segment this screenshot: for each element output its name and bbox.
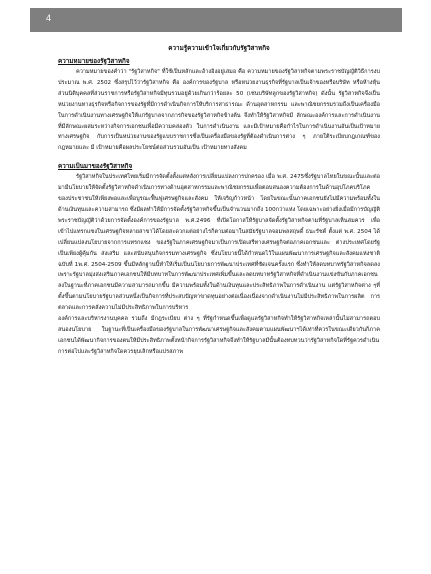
document-title: ความรู้ความเข้าใจเกี่ยวกับรัฐวิสาหกิจ — [168, 45, 270, 52]
document-body — [58, 44, 380, 358]
page-header-bar — [30, 8, 402, 32]
paragraph-history-1: รัฐวิสาหกิจในประเทศไทยเริ่มมีการจัดตั้งตั้งแต่หลังการเปลี่ยนแปลงการปกครอง เมื่อ พ.ศ. 2475ซึ่งรัฐบาลไทยในขณะนั้นและต่อมามีนโยบายให้จัดตั้งรัฐวิสาหกิจดำเนินการทางด้านอุตสาหกรรมและพาณิชยกรรมเพื่อตอบสนองความต้องการในด้านอุปโภคบริโภคของประชาชนให้เพียงพอและเพื่อบูรณะฟื้นฟูเศรษฐกิจและสังคม ให้เจริญก้าวหน้า โดยในขณะนั้นภาคเอกชนยังไม่มีความพร้อมทั้งในด้านเงินทุนและความสามารถ ซึ่งมีผลทำให้มีการจัดตั้งรัฐวิสาหกิจขึ้นเป็นจำนวนมากถึง 100กว่าแห่ง โดยเฉพาะอย่างยิ่งเมื่อมีการบัญญัติพระราชบัญญัติว่าด้วยการจัดตั้งองค์การของรัฐบาล พ.ศ.2496 ที่เปิดโอกาสให้รัฐบาลจัดตั้งรัฐวิสาหกิจตามที่รัฐบาลเห็นสมควร เพื่อเข้าไปแทรกแซงในเศรษฐกิจหลายสาขาได้โดยสะดวกแต่อย่างไรก็ตามต่อมาในสมัยรัฐบาลจอมพลสฤษดิ์ ธนะรัชต์ ตั้งแต่ พ.ศ. 2504 ได้เปลี่ยนแปลงนโยบายจากการแทรกแซง ของรัฐในภาคเศรษฐกิจมาเป็นการเปิดเสรีทางเศรษฐกิจต่อภาคเอกชนและ ต่างประเทศโดยรัฐเป็นเพียงผู้คุ้มกัน ส่งเสริม และสนับสนุนกิจกรรมทางเศรษฐกิจ ซึ่งนโยบายนี้ได้กำหนดไว้ในแผนพัฒนาการเศรษฐกิจและสังคมแห่งชาติฉบับที่ 1พ.ศ. 2504-2509 ขึ้นมีหลักฐานนี้ทำให้เริ่มเป็นนโยบายการพัฒนาประเทศที่ชัดเจนครั้งแรก ซึ่งทำให้ลดบทบาทรัฐวิสาหกิจลดลงเพราะรัฐบาลมุ่งส่งเสริมภาคเอกชนให้มีบทบาทในการพัฒนาประเทศเพิ่มขึ้นและลดบทบาทรัฐวิสาหกิจที่ดำเนินงานแข่งขันกับภาคเอกชนลงในฐานะที่ภาคเอกชนมีความสามารถมากขึ้น มีความพร้อมทั้งในด้านเงินทุนและประสิทธิภาพในการดำเนินงาน แต่รัฐวิสาหกิจต่าง ๆที่ตั้งขึ้นตามนโยบายรัฐบาลส่วนหนึ่งเป็นกิจการที่ประสบปัญหาขาดทุนอย่างต่อเนื่องเนื่องจากดำเนินงานไม่มีประสิทธิภาพในการผลิต การตลาดและการคลังความไม่มีประสิทธิภาพในการบริหาร — [58, 174, 380, 312]
section-heading-meaning: ความหมายของรัฐวิสาหกิจ — [58, 58, 130, 65]
section-heading-history: ความเป็นมาของรัฐวิสาหกิจ — [58, 163, 133, 171]
page-number: 4 — [46, 13, 52, 23]
paragraph-history-2: องค์การและบริหารงานบุคคล รวมถึง มีกฎระเบียบ ต่าง ๆ ที่รัฐกำหนดขึ้นเพื่อดูแลรัฐวิสาหกิจทำให้รัฐวิสาหกิจเหล่านั้นไม่สามารถตอบสนองนโยบาย ในฐานะที่เป็นเครื่องมือของรัฐบาลในการพัฒนาเศรษฐกิจและสังคมตามแผนพัฒนาฯได้เท่าที่ควรในขณะเดียวกันก็ภาคเอกชนได้พัฒนากิจการของตนให้มีประสิทธิภาพตั้งหน้ากิจการรัฐวิสาหกิจจึงทำให้รัฐบาลมีนั้นต้องทบทวนว่ารัฐวิสาหกิจใดที่รัฐควรดำเนินการต่อไปและรัฐวิสาหกิจใดควรยุบเลิกหรือแปรสภาพ — [58, 316, 380, 355]
paragraph-meaning: ความหมายของคำว่า "รัฐวิสาหกิจ" ที่ใช้เป็นหลักและอ้างอิงอยู่เสมอ คือ ความหมายของรัฐวิสาหกิจตามพระราชบัญญัติวิธีการงบประมาณ พ.ศ. 2502 ซึ่งสรุปไว้ว่ารัฐวิสาหกิจ คือ องค์การของรัฐบาล หรือหน่วยงานธุรกิจที่รัฐบาลเป็นเจ้าของหรือบริษัท หรือห้างหุ้นส่วนนิติบุคคลที่ส่วนราชการหรือรัฐวิสาหกิจมีทุนรวมอยู่ด้วยเกินกว่าร้อยละ 50 (เช่นบริษัทลูกของรัฐวิสาหกิจ) ดังนั้น รัฐวิสาหกิจจึงเป็นหน่วยงานทางธุรกิจหรือกิจการของรัฐที่มีการดำเนินกิจการให้บริการสาธารณะ ด้านอุตสาหกรรม และพาณิชยกรรมรวมถึงเป็นเครื่องมือในการดำเนินงานทางเศรษฐกิจให้แก่รัฐบาลจากภารกิจของรัฐวิสาหกิจข้างต้น จึงทำให้รัฐวิสาหกิจมี ลักษณะองค์การและการดำเนินงานที่มีลักษณะผสมระหว่างกิจการเอกชนเพื่อมีความคล่องตัว ในการดำเนินงาน และมีเป้าหมายคือกำไรในการดำเนินงานอันเป็นเป้าหมายทางเศรษฐกิจ กับการเป็นหน่วยงานของรัฐแบบราชการซึ่งเป็นเครื่องมือของรัฐที่ต้องดำเนินการต่าง ๆ ภายใต้ระเบียบกฎเกณฑ์ของกฎหมายและ มี เป้าหมายคือผลประโยชน์ต่อส่วนรวมอันเป็น เป้าหมายทางสังคม — [58, 69, 380, 152]
